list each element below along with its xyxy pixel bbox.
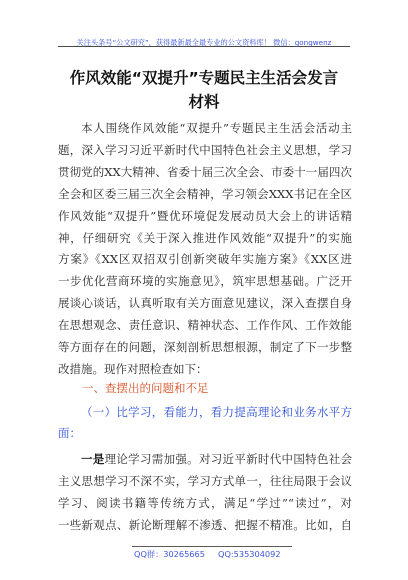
body-line: 主义思想学习不深不实，学习方式单一，往往局限于会议 [58, 473, 352, 488]
title-line-2: 材料 [188, 93, 220, 111]
subsection-heading [58, 402, 352, 444]
intro-line: 全会和区委三届三次全会精神，学习领会XXX书记在全区 [58, 186, 352, 201]
intro-line: 一步优化营商环境的实施意见》，筑牢思想基础。广泛开 [58, 274, 352, 289]
banner-text: 关注头条号“公文研究”，获得最新最全最专业的公文资料库！ 微信：gongwenz [76, 38, 332, 47]
body-line: 学习、阅读书籍等传统方式，满足“学过”“读过”，对 [58, 495, 352, 510]
subsection-heading-line-2: 面： [58, 426, 81, 440]
intro-line: 题，深入学习习近平新时代中国特色社会主义思想，学习 [58, 142, 352, 157]
title-line-1: 作风效能“双提升”专题民主生活会发言 [69, 69, 339, 87]
intro-paragraph [58, 118, 352, 381]
body-line [58, 449, 352, 471]
footer-qq-group: QQ群：30265665 [134, 549, 205, 559]
intro-line: 改措施。现作对照检查如下： [58, 361, 208, 376]
document-title [50, 66, 358, 114]
intro-line: 本人围绕作风效能“双提升”专题民主生活会活动主 [81, 121, 352, 135]
body-paragraph [58, 449, 352, 537]
intro-line: 方案》《XX区双招双引创新突破年实施方案》《XX区进 [58, 252, 352, 267]
intro-line: 展谈心谈话，认真听取有关方面意见建议，深入查摆自身 [58, 296, 352, 311]
body-line: 一些新观点、新论断理解不渗透、把握不精准。比如，自 [58, 517, 352, 532]
section-heading: 一、查摆出的问题和不足 [82, 381, 209, 395]
top-banner [58, 30, 350, 47]
intro-line: 贯彻党的XX大精神、省委十届三次全会、市委十一届四次 [58, 164, 352, 179]
intro-line: 作风效能“双提升”暨优环境促发展动员大会上的讲话精 [58, 208, 352, 223]
intro-line: 等方面存在的问题，深刻剖析思想根源，制定了下一步整 [58, 340, 352, 355]
footer [132, 546, 292, 561]
footer-qq: QQ:535304092 [218, 549, 281, 559]
body-lead: 一是 [81, 452, 105, 466]
intro-line: 在思想观念、责任意识、精神状态、工作作风、工作效能 [58, 318, 352, 333]
intro-line: 神，仔细研究《关于深入推进作风效能“双提升”的实施 [58, 230, 352, 245]
body-first-line-rest: 理论学习需加强。对习近平新时代中国特色社会 [104, 452, 352, 466]
subsection-heading-line-1: （一）比学习，看能力，看力提高理论和业务水平方 [81, 405, 352, 419]
